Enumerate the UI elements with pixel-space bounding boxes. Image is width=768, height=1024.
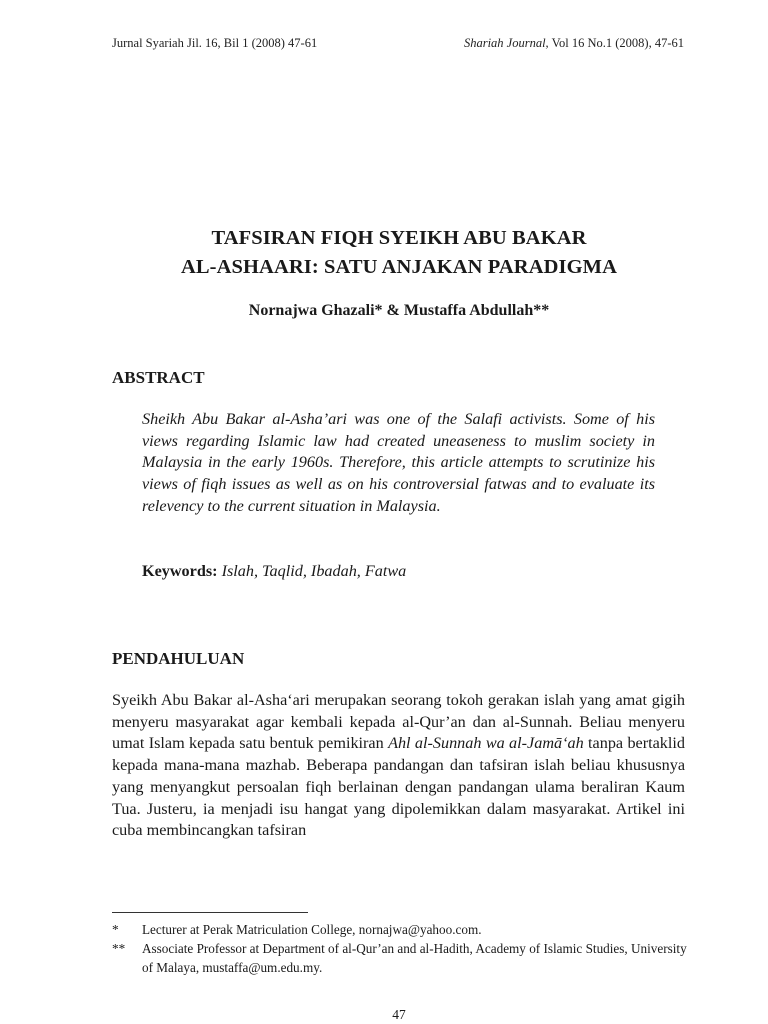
header-journal-name: Shariah Journal, [463,36,549,50]
article-title [0,224,768,282]
footnotes [112,920,692,977]
introduction-italic-term: Ahl al-Sunnah wa al-Jamā‘ah [388,734,584,753]
introduction-text-part-2: tanpa bertaklid kepada mana-mana mazhab. Beberapa pandangan dan tafsiran islah beliau khususnya yang menyangkut persoalan fiqh berlainan dengan pandangan ulama beraliran Kaum Tua. Justeru, ia menjadi isu hangat yang dipolemikkan dalam masyarakat. Artikel ini cuba membincangkan tafsiran [112,734,685,840]
page-number: 47 [392,1007,406,1022]
footnote-divider [112,912,308,913]
article-authors: Nornajwa Ghazali* & Mustaffa Abdullah** [248,302,550,319]
introduction-heading: PENDAHULUAN [112,649,245,668]
introduction-paragraph [112,690,685,842]
footnote-2-mark: ** [112,941,126,956]
footnote-2-text: Associate Professor at Department of al-Qur’an and al-Hadith, Academy of Islamic Studies, University of Malaya, mustaffa@um.edu.my. [142,941,687,975]
keywords-label: Keywords: [142,562,218,580]
keywords-list: Islah, Taqlid, Ibadah, Fatwa [221,562,407,580]
article-title-line-1: TAFSIRAN FIQH SYEIKH ABU BAKAR [211,227,587,249]
article-title-line-2: AL-ASHAARI: SATU ANJAKAN PARADIGMA [181,256,617,278]
running-header [112,36,684,54]
header-volume-info: Vol 16 No.1 (2008), 47-61 [548,36,684,50]
footnote-2 [112,939,692,977]
header-english-citation [464,36,684,54]
abstract-heading: ABSTRACT [112,368,205,387]
footnote-1-mark: * [112,922,119,937]
footnote-1-text: Lecturer at Perak Matriculation College, nornajwa@yahoo.com. [142,922,482,937]
footnote-1 [112,920,692,939]
introduction-text-part-1: Syeikh Abu Bakar al-Asha‘ari merupakan seorang tokoh gerakan islah yang amat gigih menyeru masyarakat agar kembali kepada al-Qur’an dan al-Sunnah. Beliau menyeru umat Islam kepada satu bentuk pemikiran [112,691,685,753]
keywords-line [142,562,406,581]
abstract-text: Sheikh Abu Bakar al-Asha’ari was one of the Salafi activists. Some of his views regarding Islamic law had created uneaseness to muslim society in Malaysia in the early 1960s. Therefore, this article attempts to scrutinize his views of fiqh issues as well as on his controversial fatwas and to evaluate its relevency to the current situation in Malaysia. [142,410,655,515]
header-malay-citation: Jurnal Syariah Jil. 16, Bil 1 (2008) 47-61 [112,36,318,50]
